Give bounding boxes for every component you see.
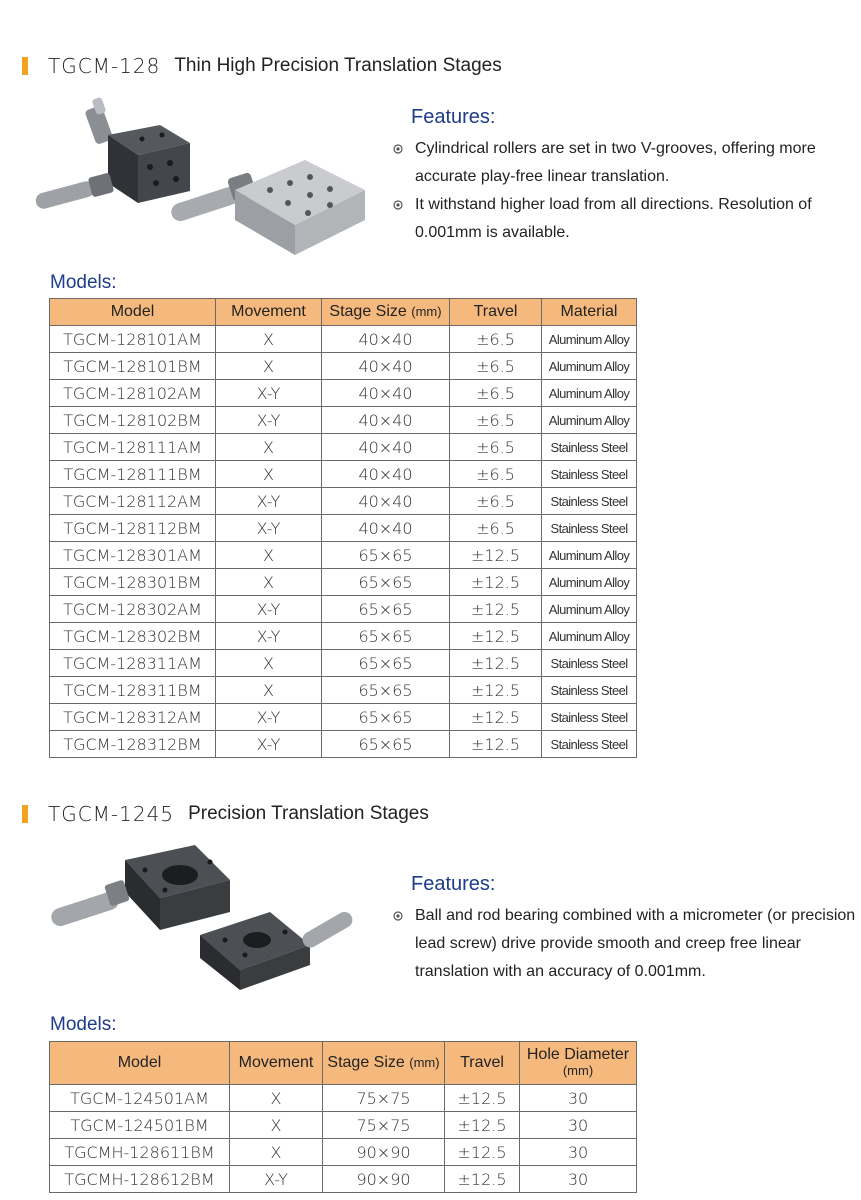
table-cell: Aluminum Alloy	[542, 542, 637, 569]
table-row	[50, 650, 637, 677]
column-header: Model	[50, 1042, 230, 1085]
table-row	[50, 515, 637, 542]
table-cell: ±12.5	[450, 569, 542, 596]
table-cell: ±6.5	[450, 488, 542, 515]
table-cell: 40×40	[322, 488, 450, 515]
table-cell: TGCM-124501AM	[50, 1085, 230, 1112]
table-row	[50, 623, 637, 650]
section-header-tgcm-1245	[22, 802, 429, 826]
table-cell: Aluminum Alloy	[542, 407, 637, 434]
table-cell: ±12.5	[450, 596, 542, 623]
table-cell: TGCM-128311BM	[50, 677, 216, 704]
table-row	[50, 677, 637, 704]
table-cell: X	[230, 1139, 323, 1166]
column-header: Stage Size (mm)	[322, 299, 450, 326]
table-cell: ±12.5	[450, 731, 542, 758]
column-header: Model	[50, 299, 216, 326]
table-cell: ±12.5	[445, 1166, 520, 1193]
table-cell: Aluminum Alloy	[542, 596, 637, 623]
table-cell: X-Y	[216, 407, 322, 434]
table-header-row	[50, 1042, 637, 1085]
section-title: Precision Translation Stages	[188, 803, 429, 824]
table-cell: 65×65	[322, 677, 450, 704]
table-cell: Stainless Steel	[542, 650, 637, 677]
table-row	[50, 704, 637, 731]
table-cell: X-Y	[216, 596, 322, 623]
table-cell: TGCM-128102BM	[50, 407, 216, 434]
table-cell: 40×40	[322, 407, 450, 434]
table-header-row	[50, 299, 637, 326]
table-row	[50, 542, 637, 569]
models-table-tgcm-1245	[49, 1041, 637, 1193]
column-header: Hole Diameter (mm)	[520, 1042, 637, 1085]
feature-item: It withstand higher load from all directions. Resolution of 0.001mm is available.	[393, 191, 853, 247]
table-cell: 30	[520, 1085, 637, 1112]
table-cell: X	[216, 326, 322, 353]
table-cell: X	[216, 461, 322, 488]
table-row	[50, 434, 637, 461]
table-cell: ±6.5	[450, 326, 542, 353]
table-cell: TGCM-128302AM	[50, 596, 216, 623]
table-cell: 65×65	[322, 731, 450, 758]
table-cell: TGCM-128111AM	[50, 434, 216, 461]
table-cell: X-Y	[216, 488, 322, 515]
table-cell: TGCM-128312AM	[50, 704, 216, 731]
table-cell: Stainless Steel	[542, 731, 637, 758]
table-cell: Aluminum Alloy	[542, 380, 637, 407]
table-cell: X-Y	[230, 1166, 323, 1193]
table-cell: 40×40	[322, 515, 450, 542]
circle-bullet-icon	[393, 144, 403, 154]
table-cell: 90×90	[323, 1139, 445, 1166]
table-row	[50, 407, 637, 434]
table-cell: 30	[520, 1166, 637, 1193]
table-cell: ±12.5	[445, 1139, 520, 1166]
table-row	[50, 569, 637, 596]
table-cell: X	[216, 353, 322, 380]
table-cell: Stainless Steel	[542, 461, 637, 488]
table-cell: Aluminum Alloy	[542, 569, 637, 596]
product-code: TGCM-1245	[48, 802, 175, 826]
table-cell: Stainless Steel	[542, 515, 637, 542]
table-cell: TGCMH-128611BM	[50, 1139, 230, 1166]
table-cell: TGCM-128301AM	[50, 542, 216, 569]
table-cell: Stainless Steel	[542, 704, 637, 731]
table-cell: ±12.5	[450, 542, 542, 569]
column-header: Material	[542, 299, 637, 326]
table-cell: 30	[520, 1139, 637, 1166]
table-cell: X	[230, 1085, 323, 1112]
table-cell: 75×75	[323, 1085, 445, 1112]
features-block-2	[393, 873, 861, 986]
table-row	[50, 461, 637, 488]
table-cell: ±12.5	[450, 704, 542, 731]
table-cell: ±12.5	[450, 677, 542, 704]
table-cell: X-Y	[216, 623, 322, 650]
table-cell: TGCM-128101AM	[50, 326, 216, 353]
section-marker-bar	[22, 805, 28, 823]
column-header: Movement	[230, 1042, 323, 1085]
table-cell: 40×40	[322, 326, 450, 353]
table-row	[50, 488, 637, 515]
table-cell: TGCM-128312BM	[50, 731, 216, 758]
column-header: Stage Size (mm)	[323, 1042, 445, 1085]
models-label: Models:	[50, 272, 117, 293]
column-header: Travel	[445, 1042, 520, 1085]
table-cell: 40×40	[322, 353, 450, 380]
table-cell: ±12.5	[445, 1085, 520, 1112]
models-table-tgcm-128	[49, 298, 637, 758]
table-cell: X-Y	[216, 731, 322, 758]
translation-stage-photo	[45, 840, 365, 1000]
table-cell: ±12.5	[445, 1112, 520, 1139]
table-cell: Stainless Steel	[542, 434, 637, 461]
section-marker-bar	[22, 57, 28, 75]
table-cell: X	[216, 434, 322, 461]
table-row	[50, 353, 637, 380]
column-header: Travel	[450, 299, 542, 326]
table-cell: 65×65	[322, 596, 450, 623]
table-cell: X	[230, 1112, 323, 1139]
table-cell: TGCM-128112BM	[50, 515, 216, 542]
table-cell: 30	[520, 1112, 637, 1139]
table-cell: 65×65	[322, 569, 450, 596]
table-cell: ±6.5	[450, 461, 542, 488]
table-cell: ±6.5	[450, 353, 542, 380]
features-heading: Features:	[411, 873, 496, 895]
table-cell: 65×65	[322, 623, 450, 650]
table-cell: ±12.5	[450, 650, 542, 677]
table-row	[50, 326, 637, 353]
column-header: Movement	[216, 299, 322, 326]
section-title: Thin High Precision Translation Stages	[174, 55, 502, 76]
table-row	[50, 596, 637, 623]
section-header-tgcm-128	[22, 54, 502, 78]
table-cell: ±12.5	[450, 623, 542, 650]
table-cell: ±6.5	[450, 434, 542, 461]
table-row	[50, 380, 637, 407]
table-cell: ±6.5	[450, 515, 542, 542]
circle-bullet-icon	[393, 911, 403, 921]
table-cell: TGCM-128112AM	[50, 488, 216, 515]
features-block-1	[393, 106, 853, 247]
table-cell: X-Y	[216, 380, 322, 407]
table-row	[50, 1112, 637, 1139]
table-cell: 65×65	[322, 704, 450, 731]
table-row	[50, 1085, 637, 1112]
table-cell: Aluminum Alloy	[542, 353, 637, 380]
table-cell: Stainless Steel	[542, 677, 637, 704]
table-cell: TGCM-124501BM	[50, 1112, 230, 1139]
table-cell: TGCM-128301BM	[50, 569, 216, 596]
feature-item: Cylindrical rollers are set in two V-grooves, offering more accurate play-free linear translation.	[393, 135, 853, 191]
table-cell: Aluminum Alloy	[542, 623, 637, 650]
table-cell: X	[216, 677, 322, 704]
table-row	[50, 731, 637, 758]
table-cell: 90×90	[323, 1166, 445, 1193]
table-row	[50, 1139, 637, 1166]
table-cell: 75×75	[323, 1112, 445, 1139]
table-cell: X	[216, 650, 322, 677]
table-cell: ±6.5	[450, 407, 542, 434]
features-heading: Features:	[411, 106, 496, 128]
table-cell: TGCM-128302BM	[50, 623, 216, 650]
table-cell: 40×40	[322, 434, 450, 461]
table-cell: Stainless Steel	[542, 488, 637, 515]
table-cell: TGCMH-128612BM	[50, 1166, 230, 1193]
table-cell: TGCM-128101BM	[50, 353, 216, 380]
models-label: Models:	[50, 1014, 117, 1035]
translation-stage-photo	[30, 95, 375, 265]
table-cell: X	[216, 569, 322, 596]
table-cell: TGCM-128102AM	[50, 380, 216, 407]
table-cell: TGCM-128111BM	[50, 461, 216, 488]
table-cell: X	[216, 542, 322, 569]
circle-bullet-icon	[393, 200, 403, 210]
table-cell: TGCM-128311AM	[50, 650, 216, 677]
table-cell: 65×65	[322, 542, 450, 569]
table-cell: 40×40	[322, 461, 450, 488]
product-code: TGCM-128	[48, 54, 161, 78]
feature-item: Ball and rod bearing combined with a micrometer (or precision lead screw) drive provide smooth and creep free linear translation with an accuracy of 0.001mm.	[393, 902, 861, 986]
table-row	[50, 1166, 637, 1193]
table-cell: ±6.5	[450, 380, 542, 407]
table-cell: X-Y	[216, 704, 322, 731]
table-cell: 65×65	[322, 650, 450, 677]
table-cell: 40×40	[322, 380, 450, 407]
table-cell: X-Y	[216, 515, 322, 542]
table-cell: Aluminum Alloy	[542, 326, 637, 353]
